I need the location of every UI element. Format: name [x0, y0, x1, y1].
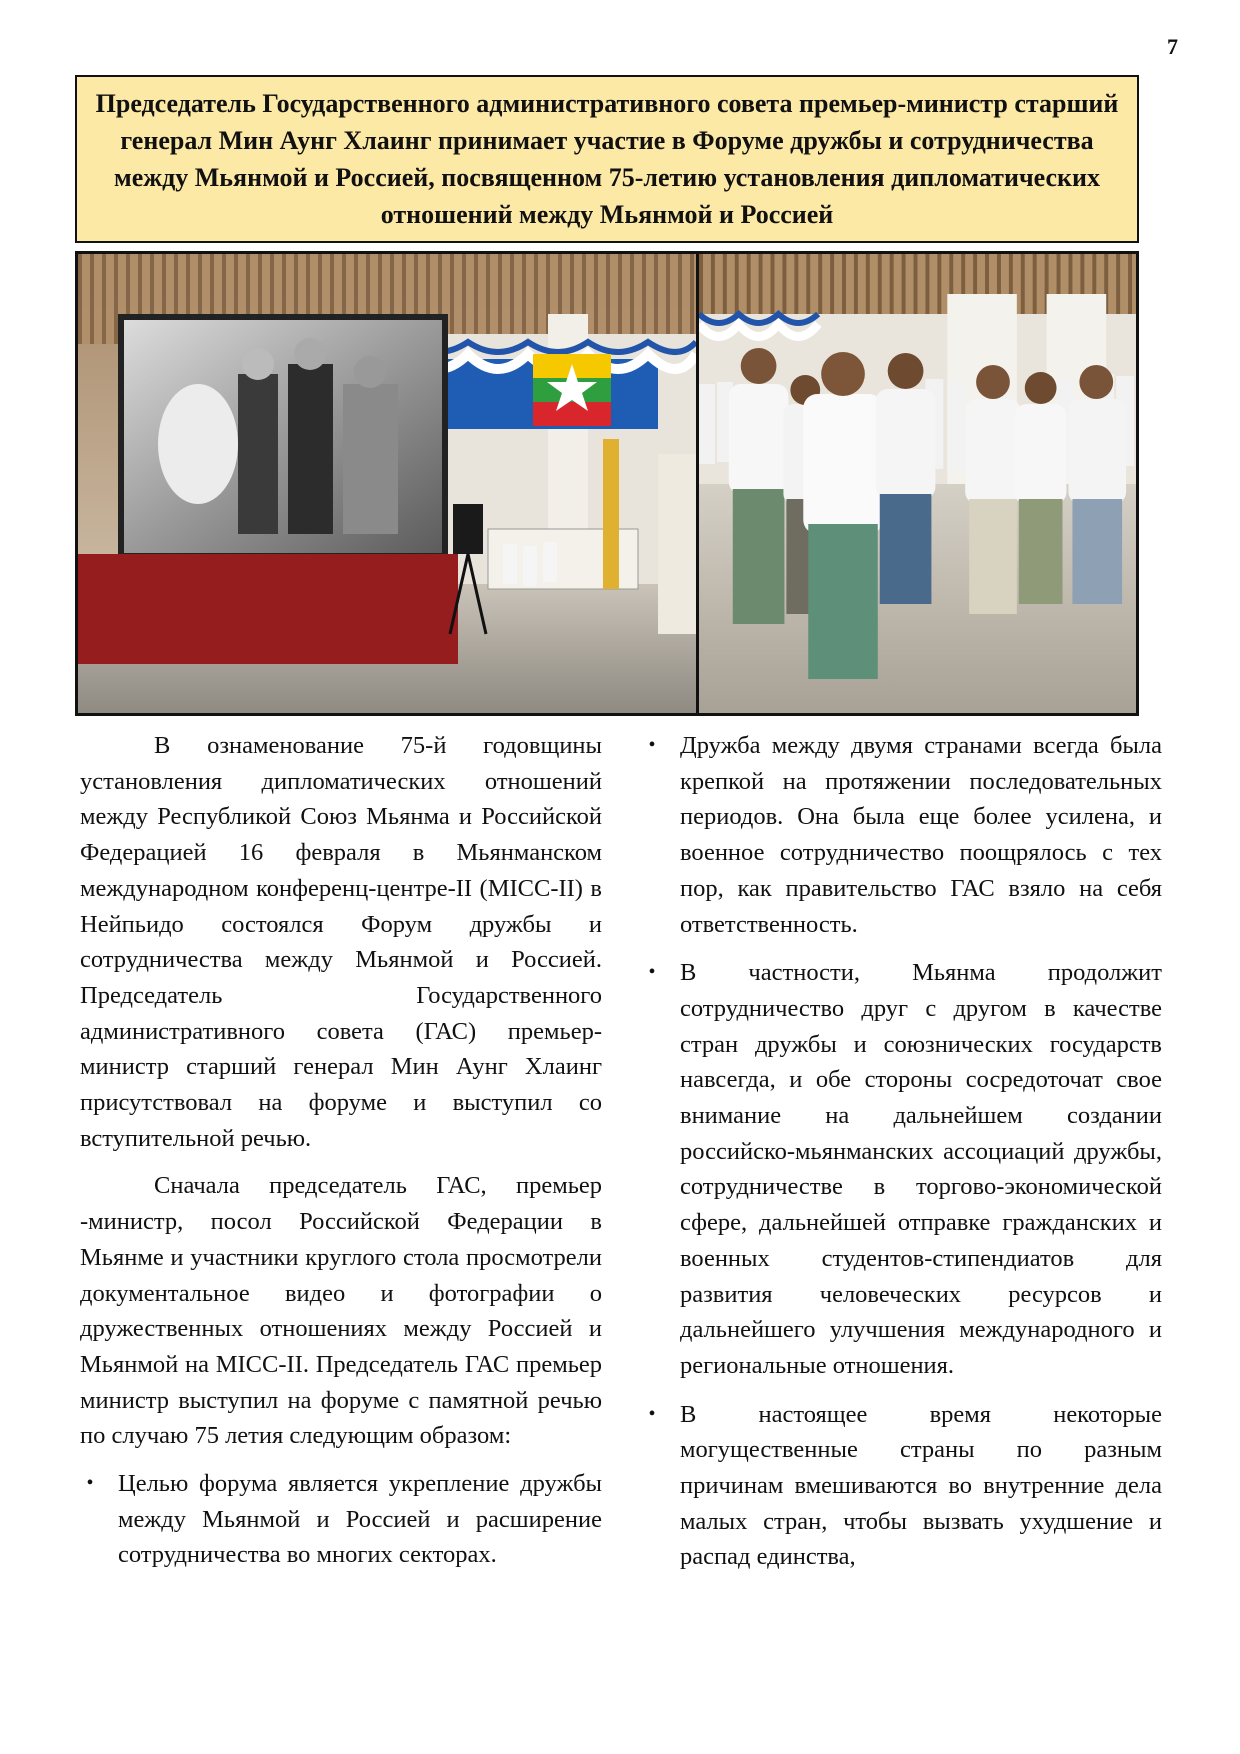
bullet-icon: •: [648, 734, 656, 756]
list-item-text: Дружба между двумя странами всегда была крепкой на протяжении последовательных периодов. Она была еще более усилена, и военное сотрудничество поощрялось с тех пор, как правительство ГАС взяло на себя ответственность.: [680, 732, 1162, 938]
list-item: [642, 1397, 1162, 1576]
bullet-icon: •: [86, 1472, 94, 1495]
headline: Председатель Государственного административного совета премьер-министр старший генерал Мин Аунг Хлаинг принимает участие в Форуме дружбы и сотрудничества между Мьянмой и Россией, посвященном 75-летию установления дипломатических отношений между Мьянмой и Россией: [95, 89, 1119, 229]
headline-box: [75, 75, 1139, 243]
right-column: [642, 728, 1162, 1588]
list-item: [642, 728, 1162, 942]
left-column: [80, 728, 602, 1586]
right-bullet-list: [642, 728, 1162, 1575]
delegation-illustration: [699, 254, 1136, 713]
page-number: 7: [1167, 34, 1178, 59]
exhibition-screen-photo: [78, 254, 696, 713]
bullet-icon: •: [648, 961, 656, 984]
left-bullet-list: [80, 1466, 602, 1573]
photo-frame: [75, 251, 1139, 716]
list-item-text: В частности, Мьянма продолжит сотрудничество друг с другом в качестве стран дружбы и союзнических государств навсегда, и обе стороны сосредоточат свое внимание на дальнейшем создании российско-мьянманских ассоциаций дружбы, сотрудничестве в торгово-экономической сфере, дальнейшей отправке гражданских и военных студентов-стипендиатов для развития человеческих ресурсов и дальнейшего улучшения международного и региональные отношения.: [680, 959, 1162, 1379]
list-item: [642, 955, 1162, 1383]
paragraph-1: В ознаменование 75-й годовщины установления дипломатических отношений между Республикой Союз Мьянма и Российской Федерацией 16 февраля в Мьянманском международном конференц-центре-II (MICC-II) в Нейпьидо состоялся Форум дружбы и сотрудничества между Мьянмой и Россией. Председатель Государственного административного совета (ГАС) премьер-министр старший генерал Мин Аунг Хлаинг присутствовал на форуме и выступил со вступительной речью.: [80, 732, 602, 1152]
list-item-text: Целью форума является укрепление дружбы между Мьянмой и Россией и расширение сотрудничества во многих секторах.: [118, 1470, 602, 1569]
delegation-photo: [699, 254, 1136, 713]
exhibition-screen-illustration: [78, 254, 696, 713]
paragraph-2: Сначала председатель ГАС, премьер -министр, посол Российской Федерации в Мьянме и участники круглого стола просмотрели документальное видео и фотографии о дружественных отношениях между Россией и Мьянмой на MICC-II. Председатель ГАС премьер министр выступил на форуме с памятной речью по случаю 75 летия следующим образом:: [80, 1172, 602, 1450]
bullet-icon: •: [648, 1402, 656, 1425]
list-item: [80, 1466, 602, 1573]
list-item-text: В настоящее время некоторые могущественные страны по разным причинам вмешиваются во внутренние дела малых стран, чтобы вызвать ухудшение и распад единства,: [680, 1400, 1162, 1571]
